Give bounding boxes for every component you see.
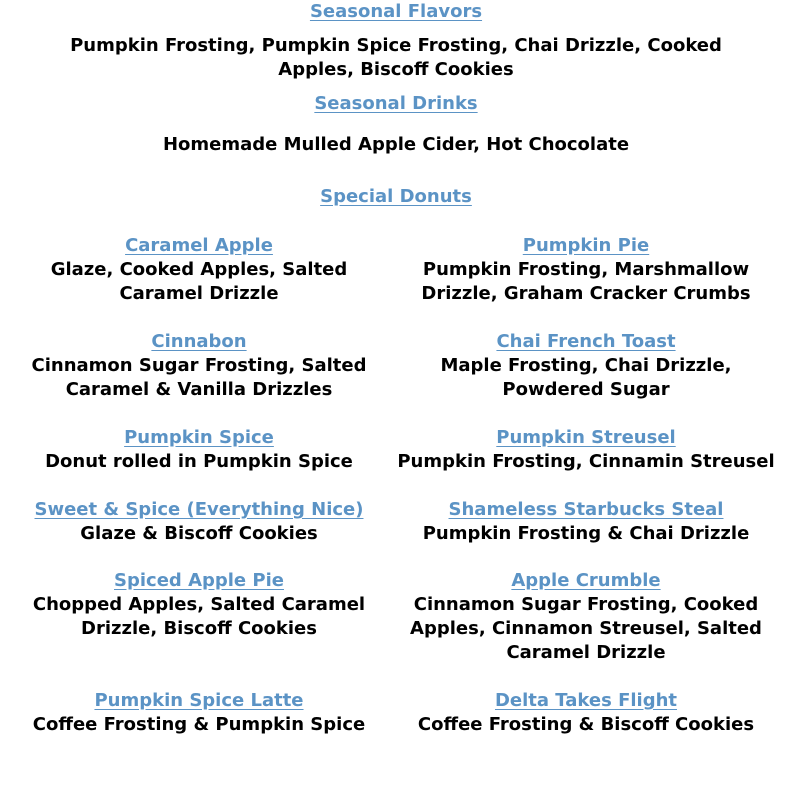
seasonal-flavors-line-2: Apples, Biscoff Cookies [278,59,514,80]
donut-description: Pumpkin Frosting, Marshmallow Drizzle, Graham Cracker Crumbs [421,259,751,304]
donut-description: Cinnamon Sugar Frosting, Cooked Apples, Cinnamon Streusel, Salted Caramel Drizzle [410,594,762,663]
seasonal-flavors-heading[interactable]: Seasonal Flavors [309,1,483,22]
donut-item [396,330,776,402]
donut-item [396,689,776,737]
donut-title[interactable]: Cinnabon [151,331,247,352]
donut-title[interactable]: Sweet & Spice (Everything Nice) [34,499,364,520]
donut-item [9,330,389,402]
donut-item [396,498,776,546]
donut-title[interactable]: Shameless Starbucks Steal [448,499,724,520]
donut-title[interactable]: Pumpkin Spice Latte [94,690,304,711]
donut-description: Coffee Frosting & Pumpkin Spice [32,714,366,735]
donut-description: Glaze & Biscoff Cookies [80,523,318,544]
seasonal-drinks-text: Homemade Mulled Apple Cider, Hot Chocolate [162,134,630,155]
donut-item [9,426,389,474]
donut-item [396,234,776,306]
donut-title[interactable]: Pumpkin Pie [522,235,650,256]
donut-item [396,426,776,474]
donut-title[interactable]: Caramel Apple [125,235,273,256]
donut-description: Glaze, Cooked Apples, Salted Caramel Drizzle [50,259,348,304]
donut-description: Maple Frosting, Chai Drizzle, Powdered Sugar [440,355,732,400]
special-donuts-heading[interactable]: Special Donuts [320,186,472,207]
donut-description: Coffee Frosting & Biscoff Cookies [417,714,755,735]
donut-description: Chopped Apples, Salted Caramel Drizzle, Biscoff Cookies [32,594,366,639]
donut-item [9,234,389,306]
donut-title[interactable]: Delta Takes Flight [494,690,678,711]
seasonal-flavors-line-1: Pumpkin Frosting, Pumpkin Spice Frosting, Chai Drizzle, Cooked [70,35,722,56]
donut-item [9,498,389,546]
donut-item [9,689,389,737]
donut-description: Cinnamon Sugar Frosting, Salted Caramel & Vanilla Drizzles [31,355,367,400]
donut-description: Pumpkin Frosting, Cinnamin Streusel [397,451,775,472]
donut-description: Donut rolled in Pumpkin Spice [45,451,353,472]
donut-title[interactable]: Chai French Toast [496,331,676,352]
donut-title[interactable]: Pumpkin Spice [124,427,274,448]
donut-title[interactable]: Spiced Apple Pie [114,570,284,591]
donut-item [9,569,389,641]
donut-title[interactable]: Pumpkin Streusel [496,427,676,448]
seasonal-drinks-heading[interactable]: Seasonal Drinks [314,93,478,114]
donut-description: Pumpkin Frosting & Chai Drizzle [422,523,750,544]
donut-title[interactable]: Apple Crumble [511,570,661,591]
donut-item [396,569,776,665]
